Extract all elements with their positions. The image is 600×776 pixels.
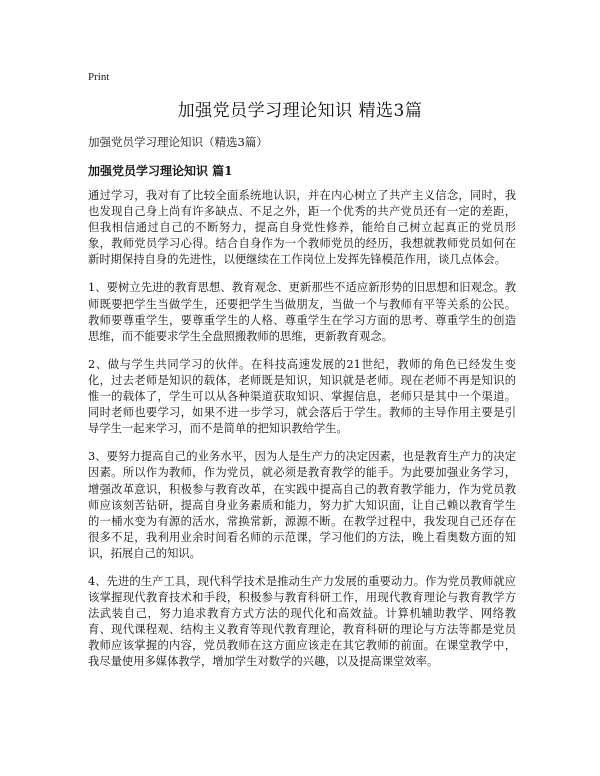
paragraph-point-2: 2、做与学生共同学习的伙伴。在科技高速发展的21世纪，教师的角色已经发生变化，过去老师是知识的载体，老师既是知识，知识就是老师。现在老师不再是知识的惟一的载体了，学生可以从各种渠道获取知识、掌握信息，老师只是其中一个渠道。同时老师也要学习，如果不进一步学习，就会落后于学生。教师的主导作用主要是引导学生一起来学习，而不是简单的把知识教给学生。 [88,357,516,436]
paragraph-point-4: 4、先进的生产工具，现代科学技术是推动生产力发展的重要动力。作为党员教师就应该掌握现代教育技术和手段，积极参与教育科研工作，用现代教育理论与教育教学方法武装自己，努力追求教育方式方法的现代化和高效益。计算机辅助教学、网络教育、现代课程观、结构主义教育等现代教育理论，教育科研的理论与方法等都是党员教师应该掌握的内容，党员教师在这方面应该走在其它教师的前面。在课堂教学中，我尽量使用多媒体教学，增加学生对数学的兴趣，以及提高课堂效率。 [88,574,516,669]
document-body [88,188,516,683]
document-subtitle: 加强党员学习理论知识（精选3篇） [88,135,268,149]
paragraph-intro: 通过学习，我对有了比较全面系统地认识，并在内心树立了共产主义信念，同时，我也发现自己身上尚有许多缺点、不足之外，距一个优秀的共产党员还有一定的差距，但我相信通过自己的不断努力，提高自身党性修养，能给自己树立起真正的党员形象，教师党员学习心得。结合自身作为一个教师党员的经历，我想就教师党员如何在新时期保持自身的先进性，以便继续在工作岗位上发挥先锋模范作用，谈几点体会。 [88,189,516,267]
page-title: 加强党员学习理论知识 精选3篇 [177,101,423,121]
paragraph-point-3: 3、要努力提高自己的业务水平，因为人是生产力的决定因素，也是教育生产力的决定因素。所以作为教师，作为党员，就必须是教育教学的能手。为此要加强业务学习，增强改革意识，积极参与教育改革，在实践中提高自己的教育教学能力，作为党员教师应该刻苦钻研，提高自身业务素质和能力，努力扩大知识面，让自己赖以教育学生的一桶水变为有源的活水，常换常新，源源不断。在教学过程中，我发现自己还存在很多不足，我利用业余时间看名师的示范课，学习他们的方法，晚上看奥数方面的知识，拓展自己的知识。 [88,450,516,560]
paragraph-point-1: 1、要树立先进的教育思想、教育观念、更新那些不适应新形势的旧思想和旧观念。教师既要把学生当做学生，还要把学生当做朋友，当做一个与教师有平等关系的公民。教师要尊重学生，要尊重学生的人格、尊重学生在学习方面的思考、尊重学生的创造思维，而不能要求学生全盘照搬教师的思维，更新教育观念。 [88,281,516,343]
print-link[interactable]: Print [88,71,110,83]
section-heading: 加强党员学习理论知识 篇1 [88,164,233,178]
